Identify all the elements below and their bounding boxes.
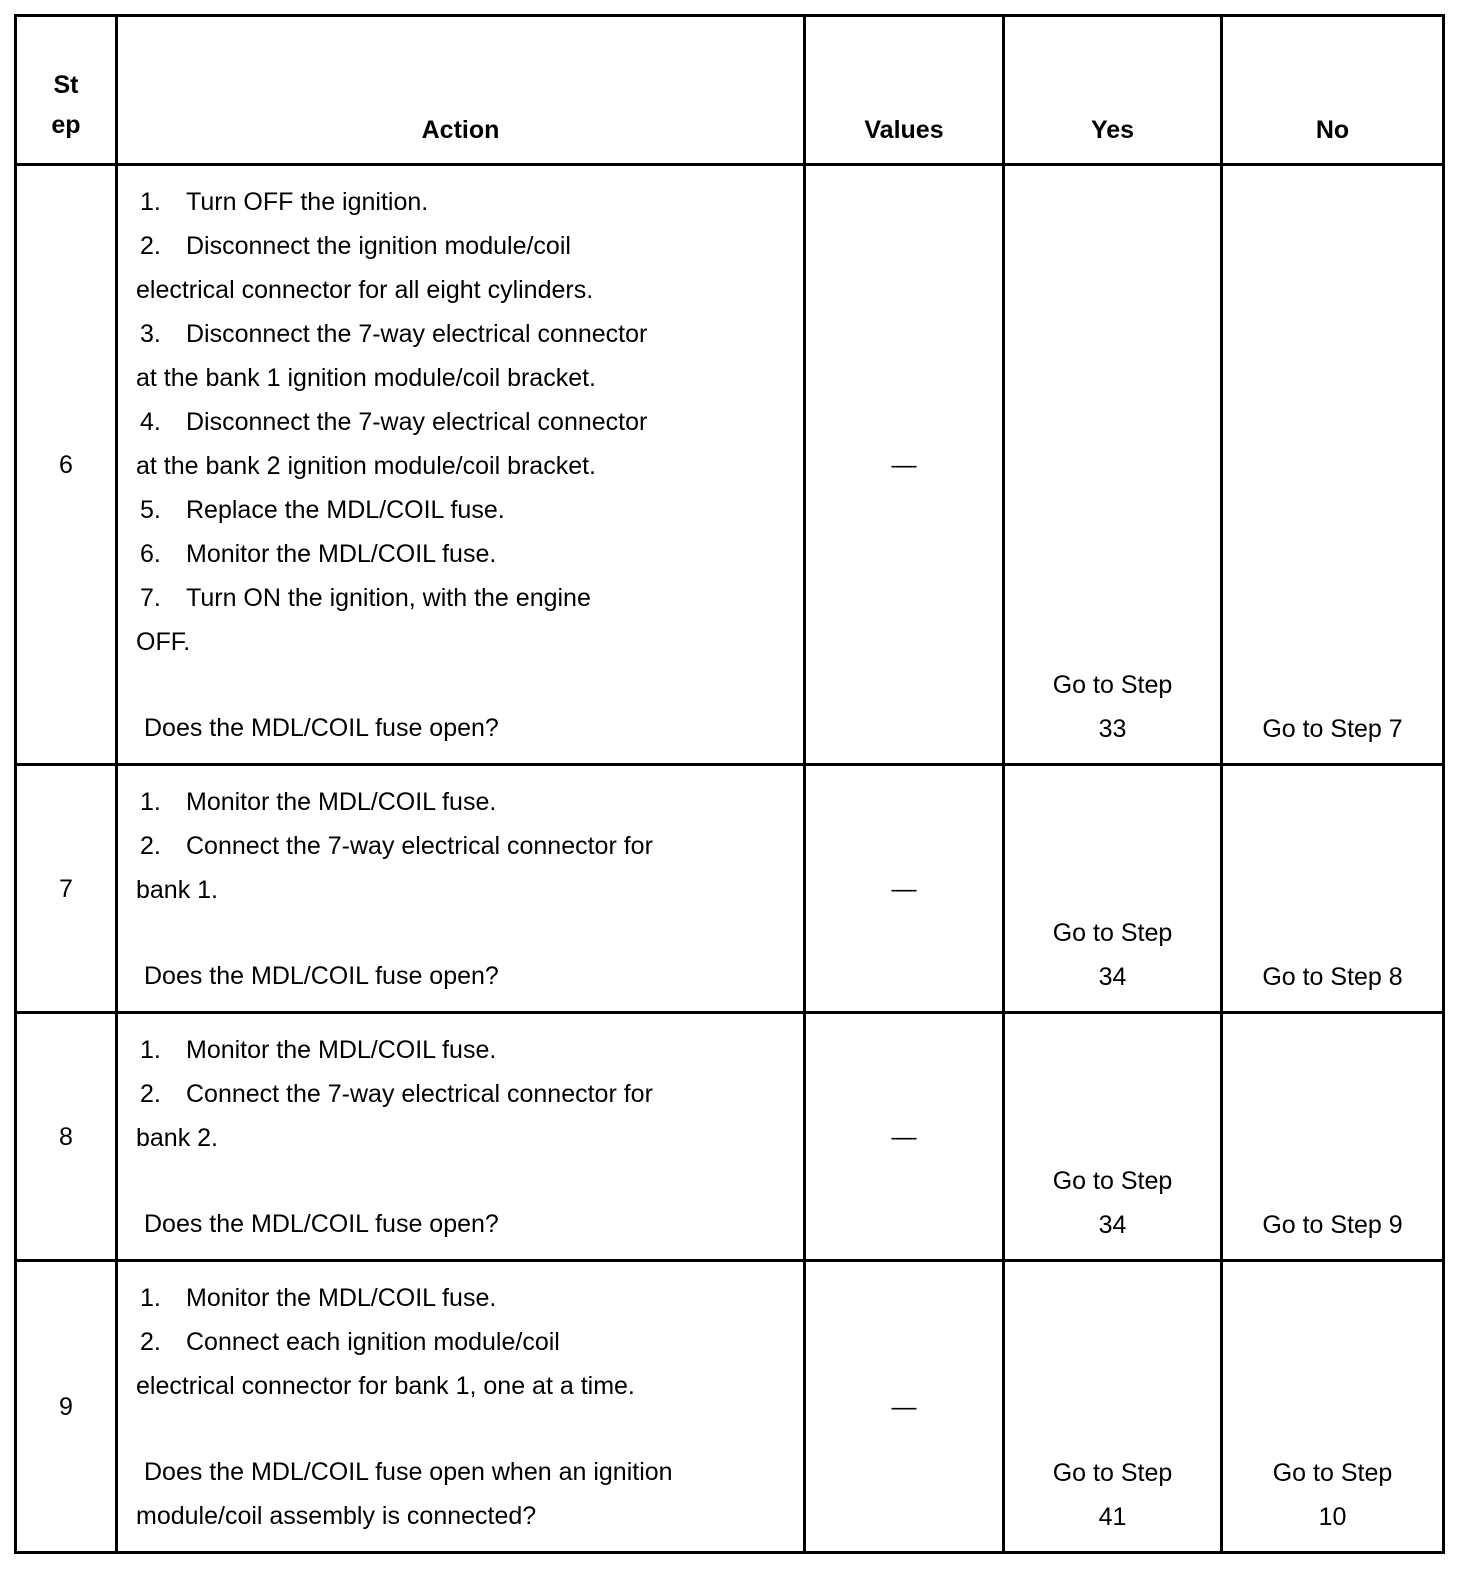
action-item-number: 4. [140, 408, 161, 436]
question: Does the MDL/COIL fuse open when an ignition [144, 1458, 673, 1486]
action-item-number: 1. [140, 188, 161, 216]
action-cell [117, 1261, 805, 1553]
table-row [16, 1261, 1444, 1553]
action-item-text: Connect each ignition module/coil [186, 1328, 560, 1356]
action-item [136, 224, 793, 268]
values-cell: — [805, 765, 1004, 1013]
step-number: 8 [16, 1013, 117, 1261]
action-item [136, 312, 793, 356]
table-row [16, 765, 1444, 1013]
action-item-number: 2. [140, 832, 161, 860]
no-cell [1222, 1261, 1444, 1553]
action-item-text: Disconnect the ignition module/coil [186, 232, 571, 260]
yes-step-number: 41 [1098, 1503, 1127, 1531]
yes-cell [1004, 1013, 1222, 1261]
yes-text: Go to Step [1052, 1167, 1173, 1195]
table-row [16, 165, 1444, 765]
question: Does the MDL/COIL fuse open? [144, 1210, 499, 1238]
header-action: Action [117, 16, 805, 165]
action-item-continuation: OFF. [136, 628, 191, 656]
action-item-text: Connect the 7-way electrical connector for [186, 1080, 653, 1108]
action-item-continuation: at the bank 2 ignition module/coil bracket. [136, 452, 596, 480]
question: Does the MDL/COIL fuse open? [144, 714, 499, 742]
step-number: 7 [16, 765, 117, 1013]
action-item-number: 2. [140, 1328, 161, 1356]
header-yes: Yes [1004, 16, 1222, 165]
action-item-text: Turn OFF the ignition. [186, 188, 429, 216]
action-item-text: Monitor the MDL/COIL fuse. [186, 1036, 497, 1064]
yes-cell [1004, 165, 1222, 765]
step-number: 9 [16, 1261, 117, 1553]
action-item [136, 780, 793, 824]
action-item-number: 7. [140, 584, 161, 612]
no-cell [1222, 1013, 1444, 1261]
no-text: Go to Step 7 [1262, 715, 1403, 743]
header-step: St ep [16, 16, 117, 165]
action-item-number: 1. [140, 1284, 161, 1312]
action-item-text: Monitor the MDL/COIL fuse. [186, 540, 497, 568]
action-item-number: 1. [140, 1036, 161, 1064]
action-item-continuation: bank 2. [136, 1124, 219, 1152]
action-item-number: 2. [140, 232, 161, 260]
values-cell: — [805, 1013, 1004, 1261]
no-text: Go to Step [1272, 1459, 1393, 1487]
action-item [136, 1072, 793, 1116]
action-item [136, 532, 793, 576]
action-item-text: Turn ON the ignition, with the engine [186, 584, 591, 612]
yes-step-number: 34 [1098, 1211, 1127, 1239]
values-cell: — [805, 165, 1004, 765]
question: Does the MDL/COIL fuse open? [144, 962, 499, 990]
question-continuation: module/coil assembly is connected? [136, 1502, 537, 1530]
yes-text: Go to Step [1052, 919, 1173, 947]
action-item-number: 3. [140, 320, 161, 348]
action-item [136, 824, 793, 868]
action-item-number: 5. [140, 496, 161, 524]
action-item [136, 1276, 793, 1320]
yes-step-number: 33 [1098, 715, 1127, 743]
no-cell [1222, 765, 1444, 1013]
values-cell: — [805, 1261, 1004, 1553]
yes-cell [1004, 1261, 1222, 1553]
action-item-number: 6. [140, 540, 161, 568]
action-item-text: Monitor the MDL/COIL fuse. [186, 788, 497, 816]
action-item-number: 2. [140, 1080, 161, 1108]
action-list [136, 1028, 793, 1160]
diagnostic-table [14, 14, 1445, 1554]
no-cell [1222, 165, 1444, 765]
yes-cell [1004, 765, 1222, 1013]
no-text: Go to Step 9 [1262, 1211, 1403, 1239]
no-text: Go to Step 8 [1262, 963, 1403, 991]
header-values: Values [805, 16, 1004, 165]
action-item-continuation: bank 1. [136, 876, 219, 904]
action-item [136, 1320, 793, 1364]
no-step-number: 10 [1318, 1503, 1347, 1531]
action-item [136, 400, 793, 444]
action-item [136, 488, 793, 532]
action-item [136, 1028, 793, 1072]
yes-step-number: 34 [1098, 963, 1127, 991]
action-list [136, 1276, 793, 1408]
action-cell [117, 1013, 805, 1261]
header-no: No [1222, 16, 1444, 165]
action-item-text: Replace the MDL/COIL fuse. [186, 496, 505, 524]
action-item-text: Disconnect the 7-way electrical connector [186, 320, 648, 348]
action-list [136, 780, 793, 912]
step-number: 6 [16, 165, 117, 765]
yes-text: Go to Step [1052, 671, 1173, 699]
action-item-text: Connect the 7-way electrical connector for [186, 832, 653, 860]
action-item [136, 180, 793, 224]
action-item-continuation: electrical connector for bank 1, one at a time. [136, 1372, 635, 1400]
action-item [136, 576, 793, 620]
action-cell [117, 165, 805, 765]
table-row [16, 1013, 1444, 1261]
action-item-continuation: at the bank 1 ignition module/coil bracket. [136, 364, 596, 392]
action-item-number: 1. [140, 788, 161, 816]
action-cell [117, 765, 805, 1013]
action-item-text: Disconnect the 7-way electrical connector [186, 408, 648, 436]
action-item-continuation: electrical connector for all eight cylinders. [136, 276, 594, 304]
action-list [136, 180, 793, 664]
action-item-text: Monitor the MDL/COIL fuse. [186, 1284, 497, 1312]
header-row [16, 16, 1444, 165]
yes-text: Go to Step [1052, 1459, 1173, 1487]
